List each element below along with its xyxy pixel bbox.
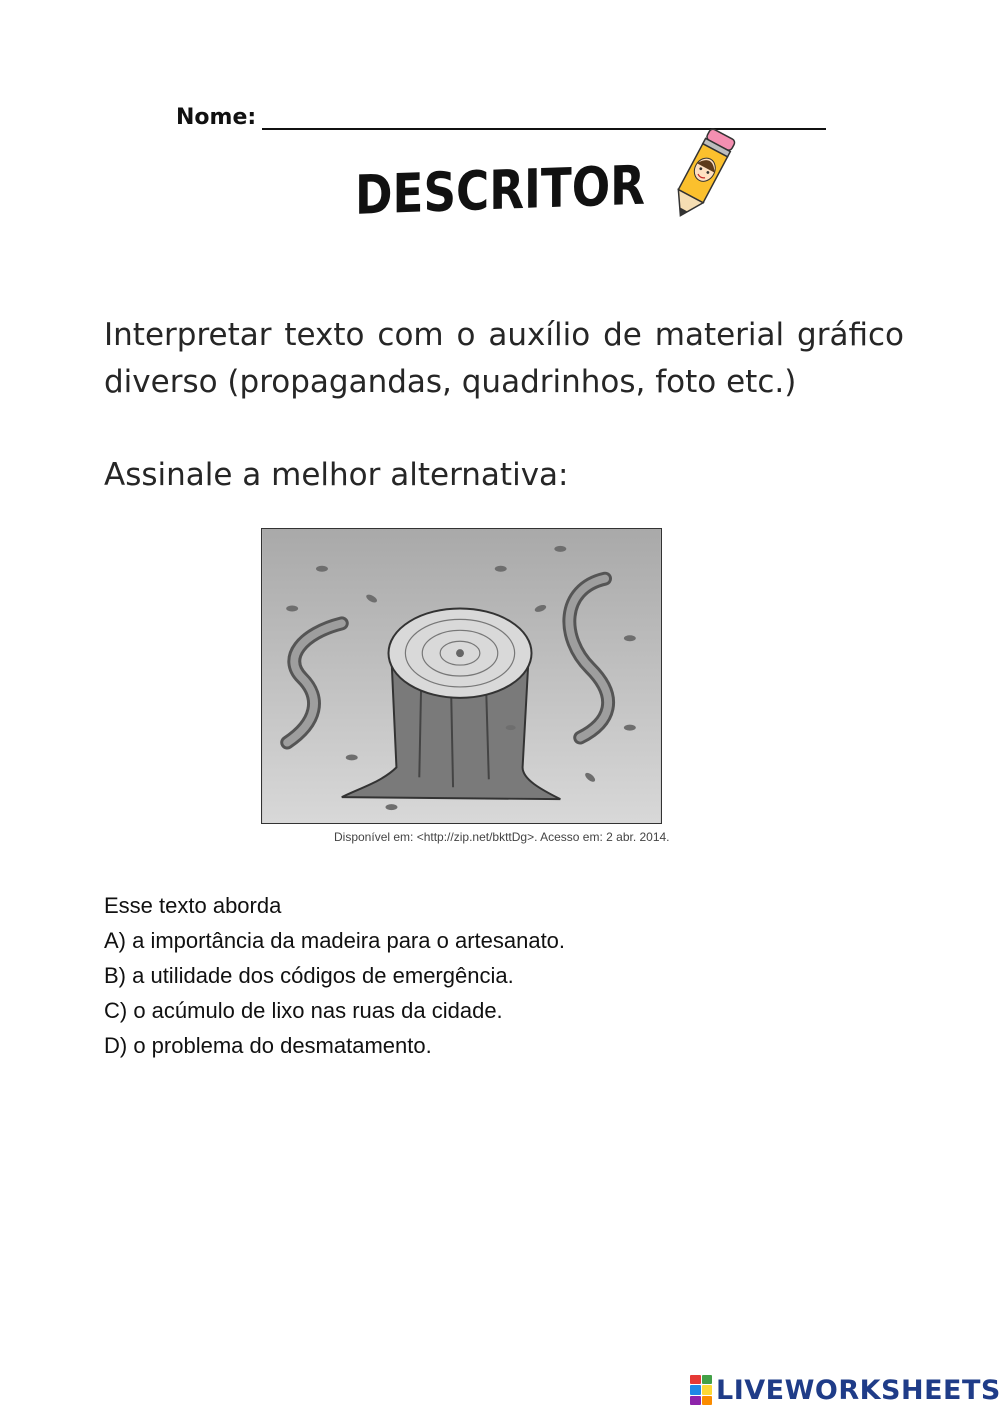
liveworksheets-logo-icon bbox=[690, 1375, 712, 1405]
tree-stump-cartoon-image bbox=[261, 528, 662, 824]
worksheet-title bbox=[350, 150, 702, 240]
question-prompt: Esse texto aborda bbox=[104, 893, 282, 918]
image-source-caption: Disponível em: <http://zip.net/bkttDg>. Acesso em: 2 abr. 2014. bbox=[334, 830, 670, 844]
question-block bbox=[104, 888, 904, 1063]
liveworksheets-brand bbox=[690, 1372, 1001, 1408]
objective-text: Interpretar texto com o auxílio de material gráfico diverso (propagandas, quadrinhos, foto etc.) bbox=[104, 317, 904, 400]
option-b[interactable]: B) a utilidade dos códigos de emergência. bbox=[104, 963, 514, 988]
worksheet-title-text: DESCRITOR bbox=[355, 151, 702, 227]
brand-name: LIVEWORKSHEETS bbox=[716, 1374, 1001, 1406]
pencil-girl-icon bbox=[662, 125, 742, 225]
option-c[interactable]: C) o acúmulo de lixo nas ruas da cidade. bbox=[104, 998, 503, 1023]
option-d[interactable]: D) o problema do desmatamento. bbox=[104, 1033, 432, 1058]
name-label: Nome: bbox=[176, 105, 257, 130]
instruction-text: Assinale a melhor alternativa: bbox=[104, 457, 569, 493]
option-a[interactable]: A) a importância da madeira para o artesanato. bbox=[104, 928, 566, 953]
